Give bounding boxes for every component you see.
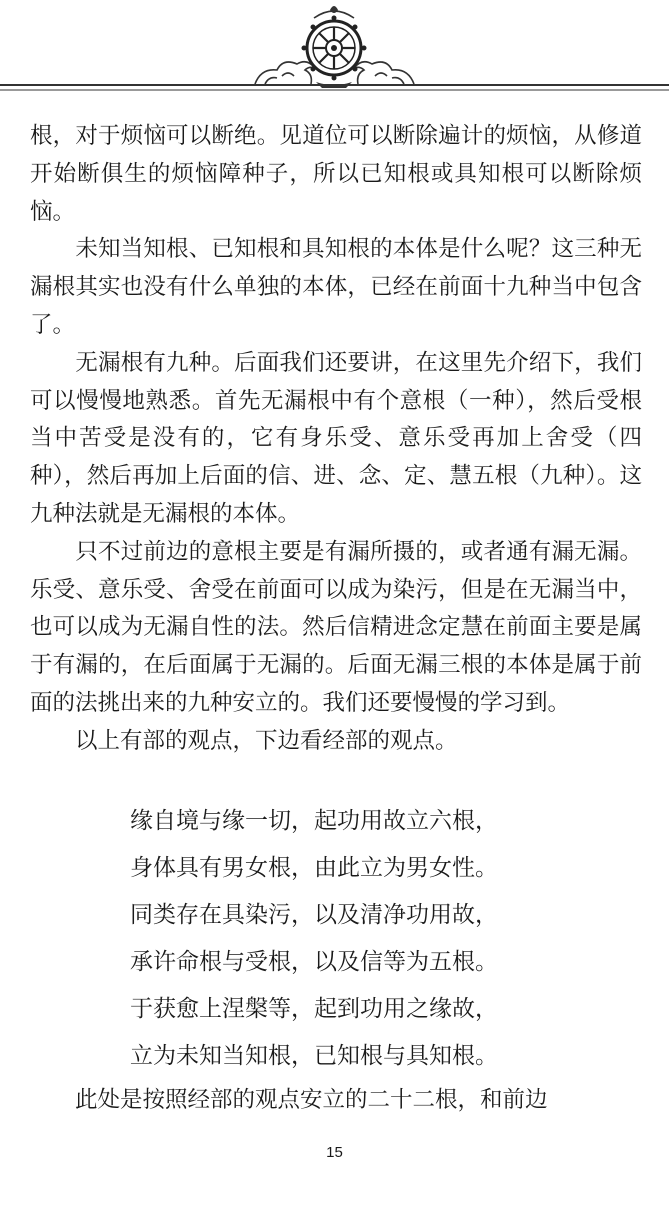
verse-line: 立为未知当知根，已知根与具知根。 (130, 1043, 498, 1069)
header-ornament (0, 0, 669, 100)
paragraph: 未知当知根、已知根和具知根的本体是什么呢？这三种无漏根其实也没有什么单独的本体，已经在前面十九种当中包含了。 (30, 236, 642, 338)
verse-line: 身体具有男女根，由此立为男女性。 (130, 855, 498, 881)
verse-line: 缘自境与缘一切，起功用故立六根， (130, 808, 498, 834)
paragraph: 根，对于烦恼可以断绝。见道位可以断除遍计的烦恼，从修道开始断俱生的烦恼障种子，所以已知根或具知根可以断除烦恼。 (30, 123, 642, 225)
verse-line: 承许命根与受根，以及信等为五根。 (130, 949, 498, 975)
verse-line: 于获愈上涅槃等，起到功用之缘故， (130, 996, 498, 1022)
verse-block (130, 798, 570, 1080)
tail-paragraph: 此处是按照经部的观点安立的二十二根，和前边 (30, 1087, 548, 1113)
main-text (30, 118, 642, 761)
dharma-wheel-icon (0, 0, 669, 100)
paragraph: 无漏根有九种。后面我们还要讲，在这里先介绍下，我们可以慢慢地熟悉。首先无漏根中有个意根（一种），然后受根当中苦受是没有的，它有身乐受、意乐受再加上舍受（四种），然后再加上后面的信、进、念、定、慧五根（九种）。这九种法就是无漏根的本体。 (30, 349, 642, 527)
page-number: 15 (326, 1144, 343, 1161)
paragraph: 以上有部的观点，下边看经部的观点。 (30, 727, 458, 754)
paragraph: 只不过前边的意根主要是有漏所摄的，或者通有漏无漏。乐受、意乐受、舍受在前面可以成为染污，但是在无漏当中，也可以成为无漏自性的法。然后信精进念定慧在前面主要是属于有漏的，在后面属于无漏的。后面无漏三根的本体是属于前面的法挑出来的九种安立的。我们还要慢慢的学习到。 (30, 538, 642, 716)
verse-line: 同类存在具染污，以及清净功用故， (130, 902, 498, 928)
